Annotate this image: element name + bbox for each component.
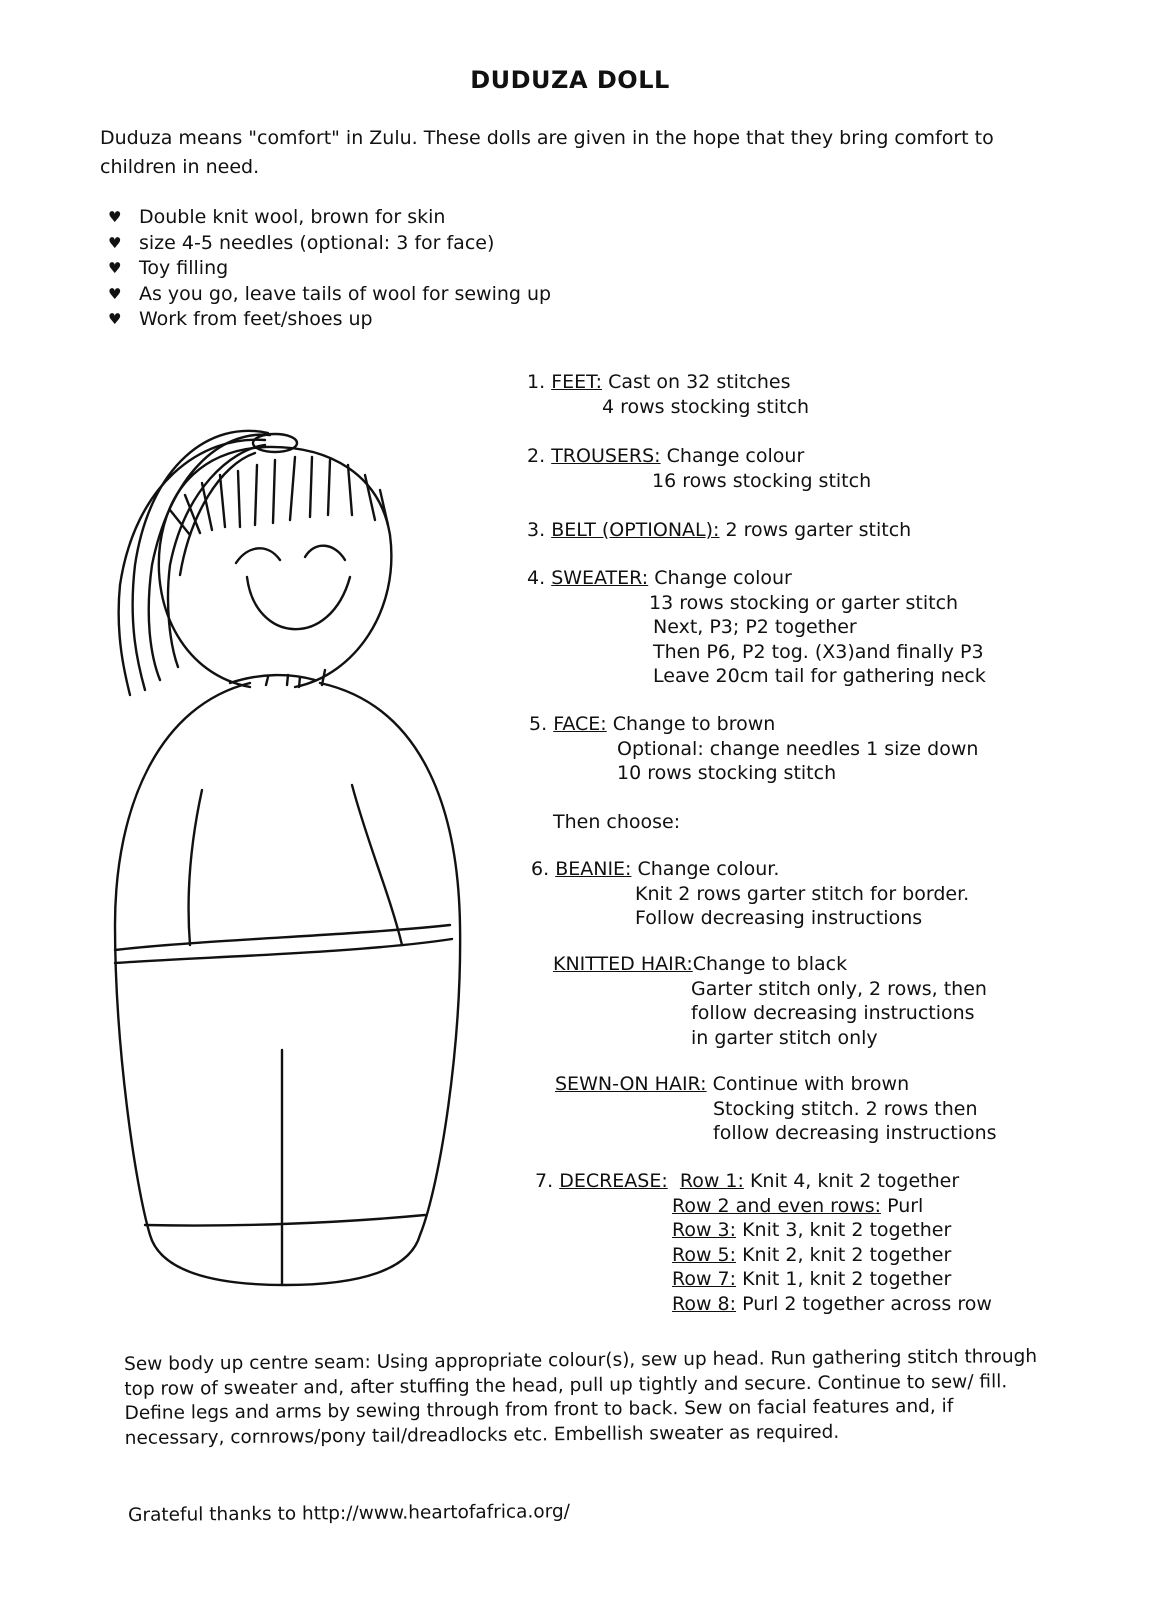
- neck-gather: [230, 675, 315, 683]
- step-decrease: 7. DECREASE: Row 1: Knit 4, knit 2 together Row 2 and even rows: Purl Row 3: Knit 3, knit 2 together Row 5: Knit 2, knit 2 together Row 7: Knit 1, knit 2 together Row 8: Purl 2 together across row: [535, 1170, 992, 1315]
- right-arm: [352, 785, 402, 945]
- fringe-strand: [220, 475, 225, 527]
- materials-list: [108, 205, 551, 333]
- heart-bullet-icon: ♥: [108, 208, 122, 226]
- hair-strand: [168, 445, 265, 667]
- hair-strand: [149, 435, 270, 680]
- step-label: KNITTED HAIR:: [553, 953, 693, 975]
- right-eye: [305, 546, 345, 560]
- thanks-line: Grateful thanks to http://www.heartofafrica.org/: [128, 1501, 571, 1526]
- step-label: FEET:: [551, 371, 603, 393]
- then-choose: Then choose:: [553, 811, 681, 833]
- left-arm: [189, 790, 203, 945]
- list-item: ♥ Double knit wool, brown for skin: [108, 205, 551, 231]
- doll-illustration: [90, 405, 490, 1290]
- page-title: DUDUZA DOLL: [470, 66, 670, 94]
- step-label: BEANIE:: [555, 858, 632, 880]
- fringe-strand: [238, 471, 240, 527]
- heart-bullet-icon: ♥: [108, 310, 122, 328]
- shoe-line: [145, 1215, 425, 1226]
- smile: [247, 577, 350, 629]
- step-label: DECREASE:: [559, 1170, 668, 1192]
- step-face: 5. FACE: Change to brown Optional: change needles 1 size down 10 rows stocking stitch: [529, 713, 979, 784]
- step-label: FACE:: [553, 713, 607, 735]
- step-sweater: 4. SWEATER: Change colour 13 rows stocking or garter stitch Next, P3; P2 together Then P6, P2 tog. (X3)and finally P3 Leave 20cm tail for gathering neck: [527, 567, 986, 687]
- closing-paragraph: Sew body up centre seam: Using appropriate colour(s), sew up head. Run gathering stitch through top row of sweater and, after stuffing the head, pull up tightly and secure. Continue to sew/ fill. Define legs and arms by sewing through from front to back. Sew on facial features and, if necessary, cornrows/pony tail/dreadlocks etc. Embellish sweater as required.: [124, 1346, 1038, 1449]
- step-trousers: 2. TROUSERS: Change colour 16 rows stocking stitch: [527, 445, 872, 492]
- fringe-strand: [348, 465, 352, 515]
- fringe-strand: [255, 465, 257, 525]
- list-item: ♥ Work from feet/shoes up: [108, 307, 551, 333]
- gather-mark: [299, 677, 300, 687]
- intro-paragraph: Duduza means "comfort" in Zulu. These dolls are given in the hope that they bring comfort to children in need.: [100, 127, 994, 178]
- gather-mark: [287, 675, 288, 685]
- heart-bullet-icon: ♥: [108, 233, 122, 252]
- step-label: TROUSERS:: [551, 445, 661, 467]
- fringe-strand: [365, 475, 375, 520]
- step-beanie: 6. BEANIE: Change colour. Knit 2 rows garter stitch for border. Follow decreasing instructions: [531, 858, 970, 929]
- fringe-strand: [310, 457, 312, 517]
- list-item: ♥ As you go, leave tails of wool for sewing up: [108, 282, 551, 308]
- fringe-strand: [328, 460, 330, 515]
- list-item: ♥ Toy filling: [108, 256, 551, 282]
- hair-band: [253, 434, 297, 452]
- step-label: BELT (OPTIONAL):: [551, 519, 720, 541]
- list-item: ♥ size 4-5 needles (optional: 3 for face): [108, 231, 551, 257]
- gather-mark: [266, 677, 268, 685]
- step-knitted-hair: KNITTED HAIR:Change to black Garter stitch only, 2 rows, then follow decreasing instructions in garter stitch only: [553, 953, 987, 1049]
- step-belt: 3. BELT (OPTIONAL): 2 rows garter stitch: [527, 519, 912, 541]
- left-eye: [236, 548, 280, 563]
- step-feet: 1. FEET: Cast on 32 stitches 4 rows stocking stitch: [527, 371, 810, 418]
- doll-body-outline: [115, 683, 460, 1285]
- step-sewn-on-hair: SEWN-ON HAIR: Continue with brown Stocking stitch. 2 rows then follow decreasing instructions: [555, 1073, 997, 1144]
- heart-bullet-icon: ♥: [108, 284, 122, 303]
- fringe-strand: [290, 457, 295, 520]
- fringe-strand: [273, 460, 275, 523]
- heart-bullet-icon: ♥: [108, 259, 122, 277]
- step-label: SEWN-ON HAIR:: [555, 1073, 707, 1095]
- step-label: SWEATER:: [551, 567, 649, 589]
